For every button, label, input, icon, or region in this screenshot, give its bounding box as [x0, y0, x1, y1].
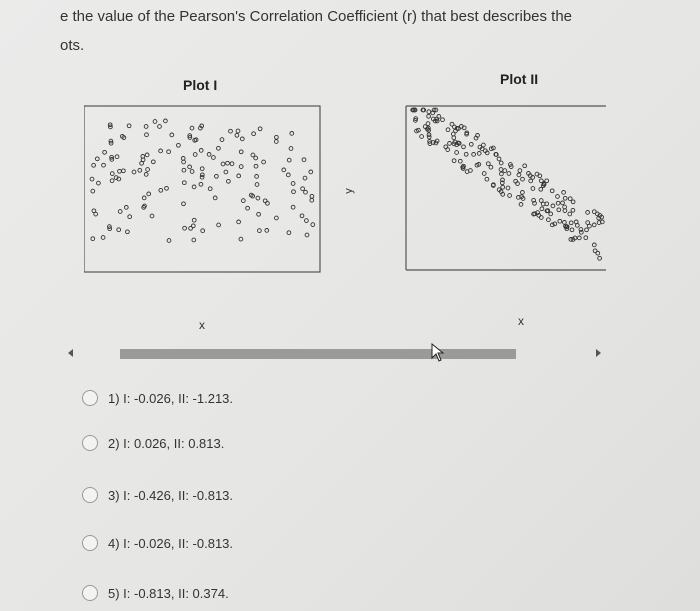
answer-option-3[interactable]	[82, 484, 233, 506]
plot-1-point	[217, 223, 221, 227]
plot-1-point	[110, 179, 114, 183]
plot-1-point	[140, 161, 144, 165]
plot-2-point	[521, 177, 525, 181]
answer-option-label: 1) I: -0.026, II: -1.213.	[108, 390, 234, 406]
answer-option-label: 3) I: -0.426, II: -0.813.	[108, 487, 234, 503]
plot-2-point	[568, 197, 572, 201]
plot-1-point	[91, 237, 95, 241]
plot-1-point	[207, 153, 211, 157]
plot-1-point	[199, 149, 203, 153]
plot-1-point	[183, 226, 187, 230]
plot-1-point	[303, 176, 307, 180]
plot-2-point	[585, 228, 589, 232]
plot-1-point	[190, 126, 194, 130]
plot-1-point	[145, 153, 149, 157]
plot-2-point	[501, 185, 505, 189]
plot-1-point	[90, 177, 94, 181]
plot-1-point	[300, 214, 304, 218]
plot-1-point	[310, 198, 314, 202]
plot-2-point	[562, 191, 566, 195]
plot-1-x-label: x	[199, 318, 205, 332]
radio-button[interactable]	[82, 487, 98, 503]
plot-2-point	[455, 151, 459, 155]
plot-1-point	[188, 165, 192, 169]
plot-1-point	[291, 182, 295, 186]
plot-1-point	[115, 155, 119, 159]
plot-1-point	[310, 194, 314, 198]
plot-1-point	[145, 133, 149, 137]
plot-2-point	[469, 142, 473, 146]
plot-1-point	[275, 216, 279, 220]
plot-1-point	[142, 196, 146, 200]
plot-2-point	[506, 186, 510, 190]
plot-1-point	[275, 135, 279, 139]
radio-button[interactable]	[82, 390, 98, 406]
plot-2-point	[482, 172, 486, 176]
plot-1-point	[147, 192, 151, 196]
plot-1-point	[117, 228, 121, 232]
plot-1-point	[265, 229, 269, 233]
plot-2-point	[497, 157, 501, 161]
plot-2-point	[489, 165, 493, 169]
plot-2-point	[452, 136, 456, 140]
plot-1-point	[94, 212, 98, 216]
plot-2-point	[551, 204, 555, 208]
plot-2-point	[539, 216, 543, 220]
plot-1-point	[146, 168, 150, 172]
plot-2-point	[503, 169, 507, 173]
plot-1-point	[282, 168, 286, 172]
plot-2-point	[458, 159, 462, 163]
plot-1-point	[126, 230, 130, 234]
plot-1-point	[287, 158, 291, 162]
plot-1-point	[305, 219, 309, 223]
plot-1-point	[304, 190, 308, 194]
plot-2-point	[586, 211, 590, 215]
plot-2-point	[451, 132, 455, 136]
plot-2-point	[508, 194, 512, 198]
plot-2-x-label: x	[518, 314, 524, 328]
plot-2-point	[450, 122, 454, 126]
plot-1-point	[182, 168, 186, 172]
plot-1-point	[118, 169, 122, 173]
plot-1-point	[102, 163, 106, 167]
plot-1-point	[167, 150, 171, 154]
plot-1-point	[258, 229, 262, 233]
plot-2-point	[568, 212, 572, 216]
plot-2-point	[539, 199, 543, 203]
question-line-2: ots.	[60, 37, 85, 54]
plot-2-point	[598, 256, 602, 260]
plot-1-point	[258, 127, 262, 131]
plot-1-point	[240, 137, 244, 141]
plot-2-point	[593, 249, 597, 253]
plot-1-point	[97, 181, 101, 185]
plot-1-point	[170, 133, 174, 137]
plot-1-point	[229, 129, 233, 133]
plot-2-point	[563, 196, 567, 200]
plot-2-point	[486, 162, 490, 166]
plot-1-point	[182, 181, 186, 185]
plot-2-point	[420, 135, 424, 139]
plot-2-point	[472, 153, 476, 157]
plot-2-point	[500, 172, 504, 176]
plot-2-point	[547, 218, 551, 222]
plot-1-frame	[84, 106, 320, 272]
plot-1-point	[200, 167, 204, 171]
plot-1-point	[177, 143, 181, 147]
plot-2-point	[477, 152, 481, 156]
plot-1-point	[239, 237, 243, 241]
plot-2-point	[592, 223, 596, 227]
plot-1-title: Plot I	[183, 77, 218, 93]
plot-2-point	[550, 189, 554, 193]
plot-2-point	[517, 173, 521, 177]
plot-2-point	[592, 243, 596, 247]
plot-2-point	[499, 161, 503, 165]
answer-option-label: 2) I: 0.026, II: 0.813.	[108, 435, 225, 451]
plot-1-point	[226, 161, 230, 165]
plot-1-y-label: y	[342, 188, 355, 194]
plot-2-point	[462, 145, 466, 149]
plot-1-point	[251, 153, 255, 157]
triangle-left-icon[interactable]	[68, 349, 73, 357]
plot-1-point	[215, 174, 219, 178]
plot-1-point	[151, 160, 155, 164]
plot-1-point	[227, 179, 231, 183]
plot-1-point	[158, 125, 162, 129]
plot-1-point	[167, 239, 171, 243]
plot-1-point	[305, 233, 309, 237]
plot-1-point	[144, 173, 148, 177]
plot-1-point	[138, 168, 142, 172]
plot-1-point	[144, 125, 148, 129]
plot-1-point	[159, 188, 163, 192]
plot-1-point	[274, 140, 278, 144]
plot-1-point	[230, 162, 234, 166]
plot-2-point	[557, 208, 561, 212]
plot-1-point	[289, 147, 293, 151]
answer-option-2[interactable]	[82, 432, 224, 454]
plot-2-point	[540, 207, 544, 211]
plot-2-point	[549, 212, 553, 216]
plot-1-point	[212, 156, 216, 160]
plot-1-point	[95, 157, 99, 161]
plot-2-point	[577, 236, 581, 240]
plot-1-point	[262, 160, 266, 164]
plot-1-point	[237, 174, 241, 178]
plot-1-point	[182, 202, 186, 206]
plot-1-point	[252, 132, 256, 136]
radio-button[interactable]	[82, 535, 98, 551]
plot-1-point	[302, 158, 306, 162]
plot-2-point	[561, 201, 565, 205]
radio-button[interactable]	[82, 435, 98, 451]
plot-1-point	[239, 150, 243, 154]
plot-2-point	[523, 164, 527, 168]
plot-1-point	[217, 146, 221, 150]
plot-1-point	[110, 172, 114, 176]
answer-option-5[interactable]	[82, 582, 229, 604]
plot-1-point	[103, 150, 107, 154]
plot-2-point	[584, 236, 588, 240]
plot-2-point	[499, 168, 503, 172]
plot-2-point	[518, 169, 522, 173]
plot-2-point	[531, 187, 535, 191]
plot-1-point	[153, 120, 157, 124]
plot-2-point	[558, 219, 562, 223]
triangle-right-icon[interactable]	[596, 349, 601, 357]
plot-1-point	[254, 164, 258, 168]
plot-2-point	[485, 177, 489, 181]
plot-1-point	[255, 183, 259, 187]
plot-1-point	[309, 170, 313, 174]
plot-2-point	[521, 191, 525, 195]
plot-2-point	[444, 145, 448, 149]
plot-2-point	[448, 142, 452, 146]
plot-1-point	[291, 205, 295, 209]
plot-2-point	[519, 203, 523, 207]
plot-1-point	[127, 124, 131, 128]
plot-1-point	[165, 186, 169, 190]
plot-2-point	[539, 187, 543, 191]
plot-2-point	[556, 201, 560, 205]
question-line-1: e the value of the Pearson's Correlation Coefficient (r) that best describes the	[60, 8, 573, 25]
plot-1-point	[192, 218, 196, 222]
plot-1-point	[220, 138, 224, 142]
plot-1-point	[190, 170, 194, 174]
plot-2-point	[464, 152, 468, 156]
plot-1-point	[192, 185, 196, 189]
plot-1-point	[164, 119, 168, 123]
plot-1-point	[241, 199, 245, 203]
plot-1-point	[159, 149, 163, 153]
scrollbar-thumb[interactable]	[120, 349, 516, 359]
plot-1-point	[91, 189, 95, 193]
plot-2-scatter	[404, 96, 614, 274]
plot-1-point	[239, 165, 243, 169]
plot-1-point	[118, 210, 122, 214]
plot-1-scatter	[84, 100, 324, 275]
plot-2-point	[441, 118, 445, 122]
plot-2-point	[570, 228, 574, 232]
plot-1-point	[224, 170, 228, 174]
plot-1-point	[92, 163, 96, 167]
answer-option-label: 4) I: -0.026, II: -0.813.	[108, 535, 234, 551]
plot-1-point	[257, 212, 261, 216]
plot-2-point	[569, 221, 573, 225]
plot-1-point	[192, 238, 196, 242]
plot-1-point	[101, 236, 105, 240]
plot-2-point	[452, 159, 456, 163]
plot-2-point	[563, 221, 567, 225]
plot-1-point	[287, 231, 291, 235]
plot-2-point	[529, 179, 533, 183]
plot-1-point	[128, 215, 132, 219]
plot-1-point	[208, 187, 212, 191]
plot-2-point	[574, 220, 578, 224]
mouse-pointer-icon	[431, 343, 447, 363]
plot-1-point	[256, 196, 260, 200]
plot-1-point	[221, 162, 225, 166]
plot-1-point	[199, 182, 203, 186]
plot-1-point	[200, 173, 204, 177]
plot-2-point	[427, 114, 431, 118]
plot-1-point	[263, 199, 267, 203]
radio-button[interactable]	[82, 585, 98, 601]
plot-2-point	[446, 128, 450, 132]
plot-1-point	[213, 196, 217, 200]
plot-1-point	[124, 206, 128, 210]
plot-1-point	[150, 214, 154, 218]
plot-1-point	[132, 170, 136, 174]
answer-option-1[interactable]	[82, 387, 233, 409]
plot-1-point	[193, 153, 197, 157]
plot-1-point	[246, 206, 250, 210]
plot-1-point	[255, 175, 259, 179]
plot-1-point	[237, 220, 241, 224]
plot-1-point	[122, 169, 126, 173]
plot-2-point	[427, 110, 431, 114]
plot-1-point	[292, 190, 296, 194]
plot-1-point	[301, 187, 305, 191]
plot-1-point	[189, 226, 193, 230]
plot-1-point	[235, 133, 239, 137]
plot-2-point	[556, 195, 560, 199]
horizontal-scrollbar[interactable]	[62, 343, 614, 365]
plot-1-point	[286, 173, 290, 177]
plot-2-point	[507, 172, 511, 176]
plot-2-point	[571, 200, 575, 204]
plot-2-title: Plot II	[500, 71, 539, 87]
plot-2-point	[586, 221, 590, 225]
answer-option-4[interactable]	[82, 532, 233, 554]
plot-2-point	[571, 208, 575, 212]
answer-option-label: 5) I: -0.813, II: 0.374.	[108, 585, 229, 601]
plot-1-point	[201, 229, 205, 233]
plot-1-point	[290, 132, 294, 136]
plot-1-point	[311, 223, 315, 227]
plot-1-point	[236, 129, 240, 133]
